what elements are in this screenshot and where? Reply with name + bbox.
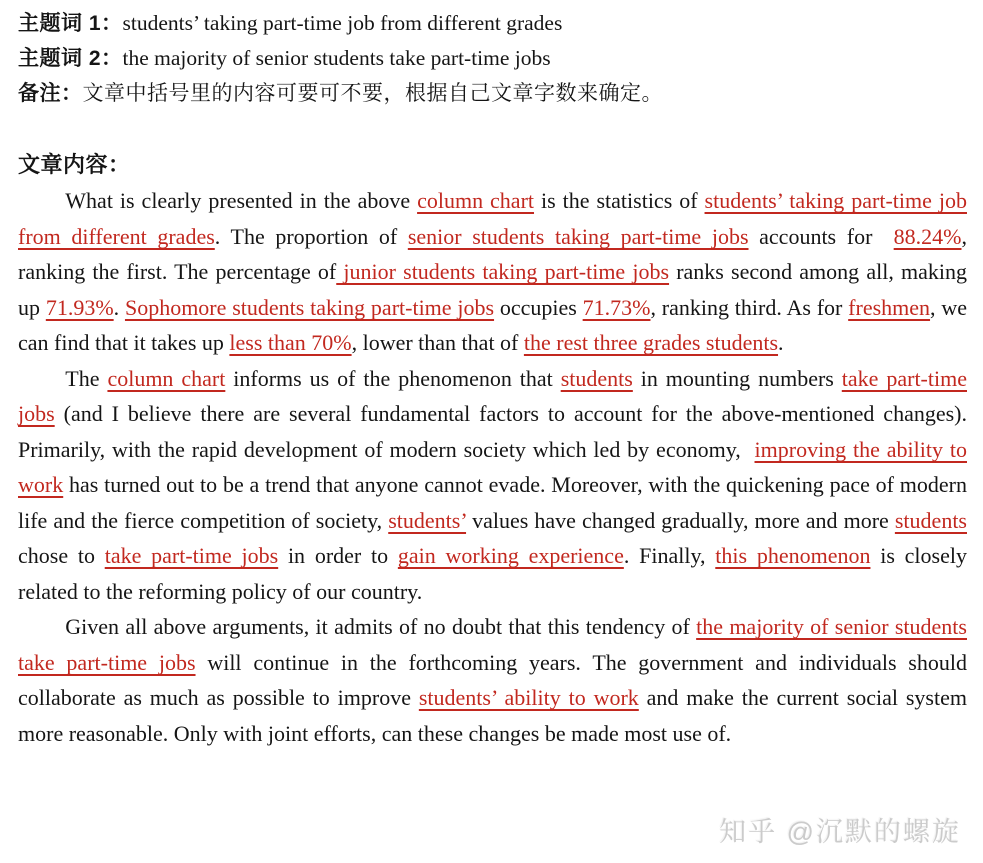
highlighted-phrase: this phenomenon bbox=[715, 543, 871, 568]
highlighted-phrase: improving the ability to work bbox=[18, 436, 967, 497]
highlighted-phrase: the rest three grades students bbox=[523, 330, 779, 355]
text-run: , ranking the first. The percentage of bbox=[18, 223, 967, 284]
text-run: has turned out to be a trend that anyone cannot evade. Moreover, with the quickening pace of modern life and the fierce competition of society, bbox=[18, 472, 967, 533]
essay-paragraph bbox=[18, 609, 967, 751]
highlighted-phrase: students bbox=[894, 507, 967, 533]
highlighted-phrase: 71.73% bbox=[582, 294, 651, 320]
header-lines bbox=[18, 6, 967, 111]
text-run: . bbox=[778, 330, 784, 355]
highlighted-phrase: the majority of senior students take part-time jobs bbox=[18, 614, 967, 675]
essay-paragraph bbox=[18, 361, 967, 610]
text-run: (and I believe there are several fundamental factors to account for the above-mentioned changes). Primarily, with the rapid development of modern society which led by economy, bbox=[18, 401, 967, 462]
highlighted-phrase: 88.24% bbox=[893, 223, 962, 249]
highlighted-phrase: 71.93% bbox=[45, 294, 114, 320]
header-line-text: students’ taking part-time job from different grades bbox=[122, 11, 563, 35]
header-line bbox=[18, 6, 967, 41]
text-run: is closely related to the reforming policy of our country. bbox=[18, 543, 967, 604]
zhihu-watermark: 知乎 @沉默的螺旋 bbox=[719, 817, 961, 847]
essay-paragraph bbox=[18, 183, 967, 361]
text-run: is the statistics of bbox=[534, 188, 705, 213]
text-run: Given all above arguments, it admits of no doubt that this tendency of bbox=[65, 614, 697, 639]
text-run: and make the current social system more reasonable. Only with joint efforts, can these changes be made most use of. bbox=[18, 685, 967, 746]
header-line-text: the majority of senior students take part-time jobs bbox=[122, 46, 551, 70]
essay-body bbox=[18, 183, 967, 751]
header-line-label: 主题词 2： bbox=[18, 47, 123, 70]
highlighted-phrase: column chart bbox=[107, 365, 226, 391]
text-run: informs us of the phenomenon that bbox=[225, 365, 561, 391]
header-line-text: 文章中括号里的内容可要可不要，根据自己文章字数来确定。 bbox=[82, 81, 663, 105]
highlighted-phrase: freshmen bbox=[848, 294, 931, 320]
text-run: values have changed gradually, more and more bbox=[466, 507, 895, 533]
highlighted-phrase: less than 70% bbox=[229, 330, 352, 355]
highlighted-phrase: students’ bbox=[388, 507, 467, 533]
text-run: will continue in the forthcoming years. The government and individuals should collaborate as much as possible to improve bbox=[18, 649, 967, 710]
text-run: chose to bbox=[18, 543, 105, 568]
header-line bbox=[18, 76, 967, 111]
highlighted-phrase: take part-time jobs bbox=[18, 365, 967, 426]
header-line bbox=[18, 41, 967, 76]
text-run: , lower than that of bbox=[351, 330, 524, 355]
text-run: , ranking third. As for bbox=[650, 294, 849, 320]
highlighted-phrase: students bbox=[560, 365, 633, 391]
highlighted-phrase: column chart bbox=[417, 188, 535, 213]
highlighted-phrase: gain working experience bbox=[397, 543, 624, 568]
highlighted-phrase: take part-time jobs bbox=[104, 543, 279, 568]
highlighted-phrase: senior students taking part-time jobs bbox=[407, 223, 749, 249]
text-run: The bbox=[65, 365, 108, 391]
text-run: . The proportion of bbox=[214, 223, 408, 249]
highlighted-phrase: students’ taking part-time job from different grades bbox=[18, 188, 967, 249]
highlighted-phrase: junior students taking part-time jobs bbox=[336, 259, 670, 284]
text-run: , we can find that it takes up bbox=[18, 294, 967, 355]
highlighted-phrase: Sophomore students taking part-time jobs bbox=[124, 294, 495, 320]
text-run: accounts for bbox=[748, 223, 894, 249]
header-line-label: 备注： bbox=[18, 82, 83, 105]
text-run: in mounting numbers bbox=[632, 365, 842, 391]
header-line-label: 主题词 1： bbox=[18, 12, 123, 35]
section-title: 文章内容： bbox=[18, 152, 131, 177]
text-run: in order to bbox=[278, 543, 398, 568]
text-run: . Finally, bbox=[623, 543, 716, 568]
text-run: occupies bbox=[494, 294, 583, 320]
text-run: What is clearly presented in the above bbox=[65, 188, 418, 213]
text-run: . bbox=[113, 294, 125, 320]
text-run: ranks second among all, making up bbox=[18, 259, 967, 320]
highlighted-phrase: students’ ability to work bbox=[418, 685, 639, 710]
